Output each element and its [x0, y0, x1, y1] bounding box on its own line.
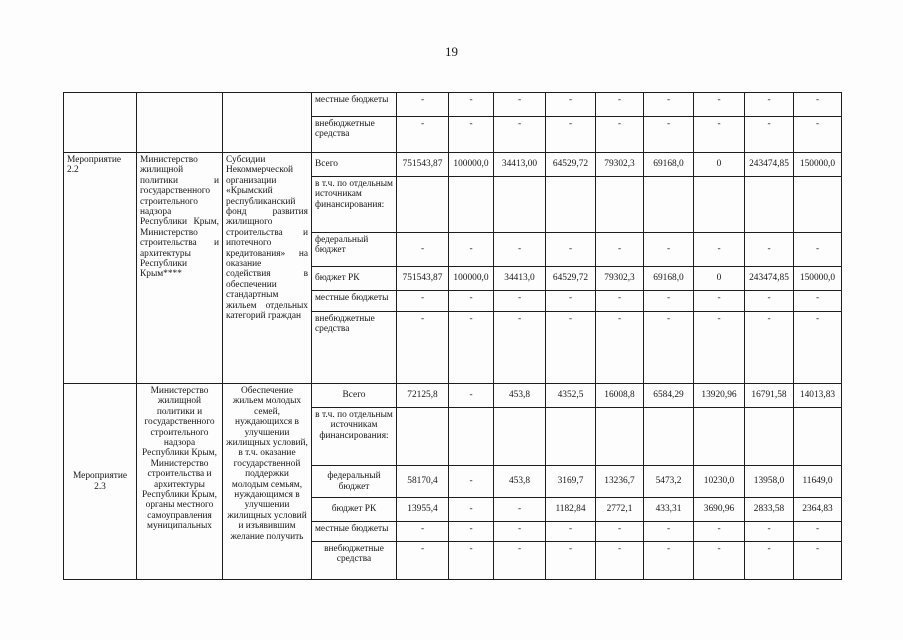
value-cell: 5473,2: [644, 466, 694, 498]
value-cell: 100000,0: [449, 153, 494, 177]
value-cell: -: [494, 522, 546, 542]
value-cell: [449, 408, 494, 466]
funding-source: местные бюджеты: [312, 291, 397, 312]
value-cell: -: [745, 542, 794, 580]
value-cell: [644, 177, 694, 233]
value-cell: 79302,3: [596, 153, 644, 177]
value-cell: 72125,8: [397, 384, 449, 408]
value-cell: 453,8: [494, 466, 546, 498]
value-cell: [644, 408, 694, 466]
value-cell: 150000,0: [794, 153, 842, 177]
continued-description-cell: [223, 93, 312, 153]
value-cell: -: [644, 522, 694, 542]
value-cell: 243474,85: [745, 153, 794, 177]
value-cell: -: [794, 542, 842, 580]
value-cell: 1182,84: [546, 498, 596, 522]
value-cell: -: [397, 542, 449, 580]
value-cell: -: [449, 233, 494, 267]
value-cell: 150000,0: [794, 267, 842, 291]
value-cell: 13958,0: [745, 466, 794, 498]
value-cell: -: [494, 542, 546, 580]
value-cell: 16008,8: [596, 384, 644, 408]
value-cell: 11649,0: [794, 466, 842, 498]
value-cell: [397, 408, 449, 466]
value-cell: -: [596, 93, 644, 117]
funding-source: внебюджетные средства: [312, 542, 397, 580]
value-cell: 4352,5: [546, 384, 596, 408]
event-cell-2-3: Мероприятие 2.3: [64, 384, 137, 580]
funding-source: Всего: [312, 384, 397, 408]
value-cell: -: [644, 117, 694, 153]
value-cell: -: [794, 522, 842, 542]
value-cell: -: [644, 233, 694, 267]
value-cell: -: [449, 498, 494, 522]
value-cell: -: [449, 466, 494, 498]
value-cell: -: [694, 117, 745, 153]
page-number: 19: [445, 44, 458, 59]
value-cell: -: [794, 291, 842, 312]
value-cell: 751543,87: [397, 267, 449, 291]
value-cell: [596, 177, 644, 233]
value-cell: [745, 408, 794, 466]
value-cell: 0: [694, 267, 745, 291]
value-cell: 13920,96: [694, 384, 745, 408]
value-cell: [694, 408, 745, 466]
value-cell: -: [546, 312, 596, 384]
value-cell: -: [449, 312, 494, 384]
funding-source: бюджет РК: [312, 498, 397, 522]
value-cell: 243474,85: [745, 267, 794, 291]
value-cell: -: [397, 117, 449, 153]
agency-cell-2-3: Министерство жилищной политики и государственного строительного надзора Республики Крым, Министерство строительства и архитектуры Республики Крым, органы местного самоуправления муниципальных: [137, 384, 223, 580]
value-cell: -: [449, 291, 494, 312]
value-cell: -: [794, 93, 842, 117]
value-cell: -: [494, 233, 546, 267]
value-cell: 453,8: [494, 384, 546, 408]
value-cell: -: [745, 233, 794, 267]
description-cell-2-3: Обеспечение жильем молодых семей, нуждающихся в улучшении жилищных условий, в т.ч. оказание государственной поддержки молодым семьям, нуждающимся в улучшении жилищных условий и изъявившим желание получить: [223, 384, 312, 580]
event-cell-2-2: Мероприятие 2.2: [64, 153, 137, 384]
value-cell: 10230,0: [694, 466, 745, 498]
funding-source: федеральный бюджет: [312, 233, 397, 267]
value-cell: [397, 177, 449, 233]
value-cell: 100000,0: [449, 267, 494, 291]
value-cell: -: [397, 93, 449, 117]
funding-source: местные бюджеты: [312, 93, 397, 117]
value-cell: [694, 177, 745, 233]
value-cell: -: [546, 93, 596, 117]
value-cell: 69168,0: [644, 153, 694, 177]
value-cell: 3690,96: [694, 498, 745, 522]
value-cell: -: [546, 522, 596, 542]
value-cell: -: [644, 312, 694, 384]
funding-source: Всего: [312, 153, 397, 177]
value-cell: -: [644, 93, 694, 117]
value-cell: -: [449, 117, 494, 153]
value-cell: -: [546, 233, 596, 267]
value-cell: 79302,3: [596, 267, 644, 291]
value-cell: -: [694, 93, 745, 117]
value-cell: -: [494, 312, 546, 384]
value-cell: 34413,0: [494, 267, 546, 291]
value-cell: -: [745, 93, 794, 117]
value-cell: [494, 408, 546, 466]
value-cell: -: [546, 542, 596, 580]
value-cell: -: [546, 291, 596, 312]
value-cell: 13955,4: [397, 498, 449, 522]
value-cell: -: [596, 291, 644, 312]
value-cell: 2364,83: [794, 498, 842, 522]
value-cell: -: [794, 312, 842, 384]
value-cell: 433,31: [644, 498, 694, 522]
funding-source: внебюджетные средства: [312, 312, 397, 384]
value-cell: -: [596, 233, 644, 267]
value-cell: -: [694, 522, 745, 542]
value-cell: -: [694, 542, 745, 580]
value-cell: 13236,7: [596, 466, 644, 498]
funding-source: бюджет РК: [312, 267, 397, 291]
value-cell: -: [596, 522, 644, 542]
value-cell: -: [694, 233, 745, 267]
value-cell: [596, 408, 644, 466]
value-cell: [794, 408, 842, 466]
value-cell: -: [596, 312, 644, 384]
funding-source: федеральный бюджет: [312, 466, 397, 498]
value-cell: 751543,87: [397, 153, 449, 177]
value-cell: -: [546, 117, 596, 153]
value-cell: 64529,72: [546, 267, 596, 291]
funding-source: местные бюджеты: [312, 522, 397, 542]
value-cell: 2772,1: [596, 498, 644, 522]
value-cell: -: [794, 233, 842, 267]
value-cell: -: [494, 291, 546, 312]
value-cell: 58170,4: [397, 466, 449, 498]
value-cell: -: [596, 542, 644, 580]
value-cell: -: [745, 291, 794, 312]
value-cell: 34413,00: [494, 153, 546, 177]
value-cell: -: [794, 117, 842, 153]
value-cell: [745, 177, 794, 233]
value-cell: 69168,0: [644, 267, 694, 291]
value-cell: -: [596, 117, 644, 153]
value-cell: [449, 177, 494, 233]
continued-event-cell: [64, 93, 137, 153]
value-cell: -: [449, 542, 494, 580]
value-cell: -: [745, 522, 794, 542]
value-cell: -: [745, 312, 794, 384]
value-cell: -: [694, 291, 745, 312]
value-cell: 2833,58: [745, 498, 794, 522]
value-cell: -: [494, 117, 546, 153]
funding-source: в т.ч. по отдельным источникам финансирования:: [312, 177, 397, 233]
value-cell: -: [397, 312, 449, 384]
funding-source: внебюджетные средства: [312, 117, 397, 153]
value-cell: -: [397, 522, 449, 542]
value-cell: [546, 408, 596, 466]
value-cell: [494, 177, 546, 233]
value-cell: -: [397, 291, 449, 312]
value-cell: -: [397, 233, 449, 267]
value-cell: -: [449, 384, 494, 408]
value-cell: 6584,29: [644, 384, 694, 408]
value-cell: -: [745, 117, 794, 153]
agency-cell-2-2: Министерство жилищной политики и государственного строительного надзора Республики Крым, Министерство строительства и архитектуры Республики Крым****: [137, 153, 223, 384]
value-cell: -: [449, 93, 494, 117]
value-cell: -: [644, 291, 694, 312]
value-cell: -: [694, 312, 745, 384]
value-cell: 64529,72: [546, 153, 596, 177]
value-cell: [546, 177, 596, 233]
value-cell: -: [449, 522, 494, 542]
value-cell: 3169,7: [546, 466, 596, 498]
value-cell: 14013,83: [794, 384, 842, 408]
value-cell: [794, 177, 842, 233]
budget-table: [63, 92, 842, 580]
value-cell: 16791,58: [745, 384, 794, 408]
value-cell: -: [494, 498, 546, 522]
continued-agency-cell: [137, 93, 223, 153]
description-cell-2-2: Субсидии Некоммерческой организации «Крымский республиканский фонд развития жилищного строительства и ипотечного кредитования» на оказание содействия в обеспечении стандартным жильем отдельных категорий граждан: [223, 153, 312, 384]
funding-source: в т.ч. по отдельным источникам финансирования:: [312, 408, 397, 466]
value-cell: -: [494, 93, 546, 117]
value-cell: 0: [694, 153, 745, 177]
value-cell: -: [644, 542, 694, 580]
